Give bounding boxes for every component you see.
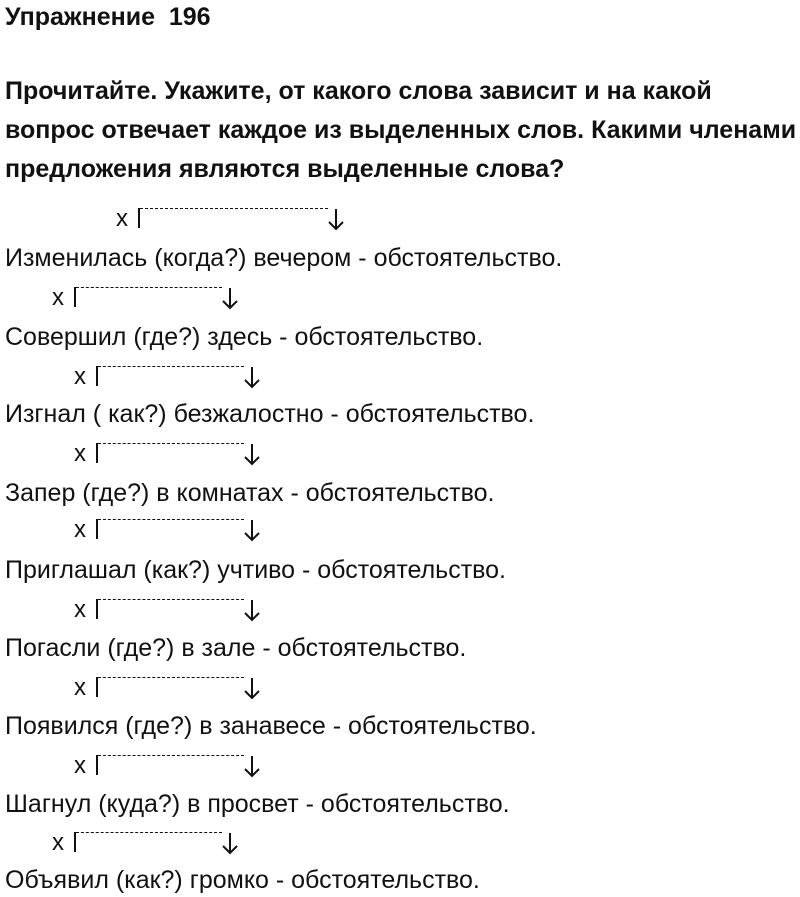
sentence-line: Появился (где?) в занавесе - обстоятельство. [5,712,537,740]
arrow-down-icon [242,674,262,702]
sentence-line: Запер (где?) в комнатах - обстоятельство. [5,479,495,507]
arrow-down-icon [242,440,262,468]
arrow-mark: x [52,829,64,856]
arrow-mark: x [74,752,86,779]
arrow-start-bar [96,677,98,697]
arrow-start-bar [74,287,76,307]
arrow-mark: x [74,363,86,390]
exercise-title: Упражнение 196 [5,3,211,31]
arrow-down-icon [220,829,240,857]
arrow-mark: x [74,516,86,543]
arrow-down-icon [242,516,262,544]
dependency-arrow [74,516,262,546]
arrow-down-icon [326,205,346,233]
sentence-line: Погасли (где?) в зале - обстоятельство. [5,634,467,662]
arrow-start-bar [96,755,98,775]
dependency-arrow [74,363,262,393]
arrow-dashed-line [98,519,244,520]
arrow-start-bar [96,599,98,619]
arrow-dashed-line [98,755,244,756]
arrow-dashed-line [76,287,222,288]
sentence-line: Объявил (как?) громко - обстоятельство. [5,866,480,894]
arrow-start-bar [74,832,76,852]
arrow-mark: x [74,596,86,623]
arrow-down-icon [220,284,240,312]
arrow-mark: x [74,440,86,467]
arrow-down-icon [242,363,262,391]
arrow-mark: x [116,205,128,232]
dependency-arrow [116,205,346,235]
dependency-arrow [74,674,262,704]
arrow-mark: x [74,674,86,701]
sentence-line: Шагнул (куда?) в просвет - обстоятельство. [5,790,510,818]
sentence-line: Совершил (где?) здесь - обстоятельство. [5,323,484,351]
arrow-down-icon [242,752,262,780]
dependency-arrow [74,596,262,626]
arrow-dashed-line [98,366,244,367]
task-text: Прочитайте. Укажите, от какого слова зависит и на какой вопрос отвечает каждое из выделенных слов. Какими членами предложения являются выделенные слова? [5,77,797,183]
arrow-start-bar [96,443,98,463]
arrow-mark: x [52,284,64,311]
sentence-line: Приглашал (как?) учтиво - обстоятельство. [5,556,506,584]
arrow-start-bar [138,208,140,228]
arrow-start-bar [96,519,98,539]
sentence-line: Изменилась (когда?) вечером - обстоятельство. [5,244,563,272]
dependency-arrow [52,284,240,314]
dependency-arrow [52,829,240,859]
dependency-arrow [74,440,262,470]
arrow-dashed-line [98,677,244,678]
sentence-line: Изгнал ( как?) безжалостно - обстоятельство. [5,400,535,428]
arrow-dashed-line [76,832,222,833]
arrow-dashed-line [98,599,244,600]
arrow-dashed-line [140,208,328,209]
arrow-down-icon [242,596,262,624]
dependency-arrow [74,752,262,782]
arrow-dashed-line [98,443,244,444]
arrow-start-bar [96,366,98,386]
